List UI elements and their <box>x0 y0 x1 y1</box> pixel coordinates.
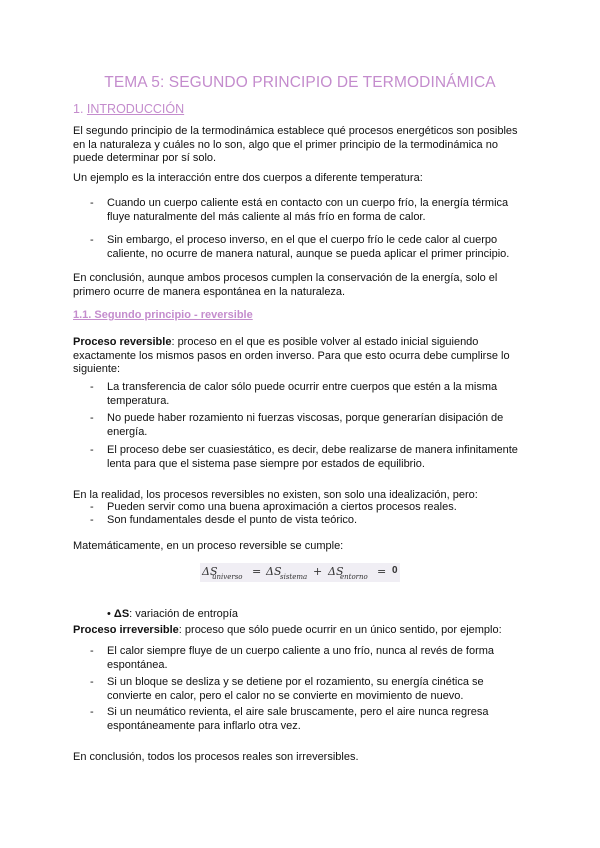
list-dash: - <box>90 676 94 688</box>
formula-delta-s-universe: ΔS <box>202 565 218 578</box>
list-item <box>107 444 527 471</box>
list-dash: - <box>90 645 94 657</box>
list-dash: - <box>90 444 94 456</box>
list-dash: - <box>90 197 94 209</box>
intro-line: en la naturaleza y cuáles no lo son, algo que el primer principio de la termodinámica no <box>73 138 498 151</box>
list-dash: - <box>90 381 94 393</box>
formula-equals: = <box>252 565 262 578</box>
reversible-line: siguiente: <box>73 363 121 375</box>
intro-paragraph <box>73 125 533 166</box>
formula-zero: 0 <box>392 565 398 576</box>
list-dash: - <box>90 234 94 246</box>
formula-plus: + <box>313 565 323 578</box>
section-number: 1. <box>73 102 84 116</box>
entropy-note-text: : variación de entropía <box>129 608 239 620</box>
formula-equals: = <box>377 565 387 578</box>
list-item <box>107 234 527 261</box>
irreversible-paragraph <box>73 624 533 638</box>
formula-delta-s-entorno: ΔS <box>328 565 344 578</box>
intro-line: El segundo principio de la termodinámica establece qué procesos energéticos son posibles <box>73 125 518 137</box>
list-item <box>107 706 527 733</box>
list-item-line: espontánea. <box>107 658 168 671</box>
list-item <box>107 381 527 408</box>
irreversible-term: Proceso irreversible <box>73 624 179 636</box>
list-dash: - <box>90 514 94 526</box>
reversible-term: Proceso reversible <box>73 336 172 348</box>
list-item-line: Si un neumático revienta, el aire sale bruscamente, pero el aire nunca regresa <box>107 706 489 718</box>
list-dash: - <box>90 412 94 424</box>
list-item: Pueden servir como una buena aproximación a ciertos procesos reales. <box>107 501 457 513</box>
list-item-line: temperatura. <box>107 394 170 407</box>
final-conclusion: En conclusión, todos los procesos reales son irreversibles. <box>73 751 359 763</box>
conclusion-line: En conclusión, aunque ambos procesos cumplen la conservación de la energía, solo el <box>73 272 498 284</box>
math-paragraph: Matemáticamente, en un proceso reversible se cumple: <box>73 540 344 552</box>
reality-paragraph: En la realidad, los procesos reversibles no existen, son solo una idealización, pero: <box>73 489 478 501</box>
conclusion-line: primero ocurre de manera espontánea en la naturaleza. <box>73 285 346 298</box>
list-item-line: caliente, no ocurre de manera natural, aunque se pueda aplicar el primer principio. <box>107 247 510 260</box>
formula-delta-s-system: ΔS <box>266 565 282 578</box>
entropy-symbol: ΔS <box>113 608 130 620</box>
list-item-line: El proceso debe ser cuasiestático, es decir, debe realizarse de manera infinitamente <box>107 444 518 456</box>
list-item <box>107 676 527 703</box>
example-paragraph: Un ejemplo es la interacción entre dos cuerpos a diferente temperatura: <box>73 172 423 184</box>
conclusion-paragraph <box>73 272 533 299</box>
entropy-note <box>107 608 238 622</box>
list-dash: - <box>90 501 94 513</box>
list-item-line: energía. <box>107 425 148 438</box>
formula-sub-universe: universo <box>212 573 243 581</box>
list-item-line: fluye naturalmente del más caliente al más frío en forma de calor. <box>107 210 426 223</box>
formula-sub-system: sistema <box>280 573 308 581</box>
page-title: TEMA 5: SEGUNDO PRINCIPIO DE TERMODINÁMICA <box>104 74 496 91</box>
list-item-line: lenta para que el sistema pase siempre por estados de equilibrio. <box>107 457 425 470</box>
list-item-line: Sin embargo, el proceso inverso, en el que el cuerpo frío le cede calor al cuerpo <box>107 234 498 246</box>
section-heading-text: INTRODUCCIÓN <box>86 102 185 116</box>
entropy-formula <box>200 563 400 582</box>
list-item <box>107 645 527 672</box>
list-item-line: Si un bloque se desliza y se detiene por el rozamiento, su energía cinética se <box>107 676 484 688</box>
formula-sub-entorno: entorno <box>340 573 368 581</box>
subsection-heading-reversible: 1.1. Segundo principio - reversible <box>73 309 253 321</box>
list-item-line: No puede haber rozamiento ni fuerzas viscosas, porque generarían disipación de <box>107 412 504 424</box>
list-item-line: convierte en calor, pero el calor no se convierte en movimiento de nuevo. <box>107 689 464 702</box>
list-item-line: La transferencia de calor sólo puede ocurrir entre cuerpos que estén a la misma <box>107 381 498 393</box>
list-item-line: El calor siempre fluye de un cuerpo caliente a uno frío, nunca al revés de forma <box>107 645 495 657</box>
reversible-line: exactamente los mismos pasos en orden inverso. Para que esto ocurra debe cumplirse lo <box>73 349 510 362</box>
intro-line: puede determinar por sí solo. <box>73 152 217 164</box>
list-item-line: espontáneamente para inflarlo otra vez. <box>107 719 301 732</box>
list-dash: - <box>90 706 94 718</box>
reversible-paragraph <box>73 336 533 377</box>
irreversible-text: : proceso que sólo puede ocurrir en un único sentido, por ejemplo: <box>178 624 502 636</box>
list-item: Son fundamentales desde el punto de vista teórico. <box>107 514 358 526</box>
section-heading-introduccion <box>73 102 184 116</box>
reversible-line: : proceso en el que es posible volver al estado inicial siguiendo <box>171 336 479 348</box>
bullet-dot: • <box>107 608 111 620</box>
list-item <box>107 412 527 439</box>
list-item-line: Cuando un cuerpo caliente está en contacto con un cuerpo frío, la energía térmica <box>107 197 509 209</box>
list-item <box>107 197 527 224</box>
